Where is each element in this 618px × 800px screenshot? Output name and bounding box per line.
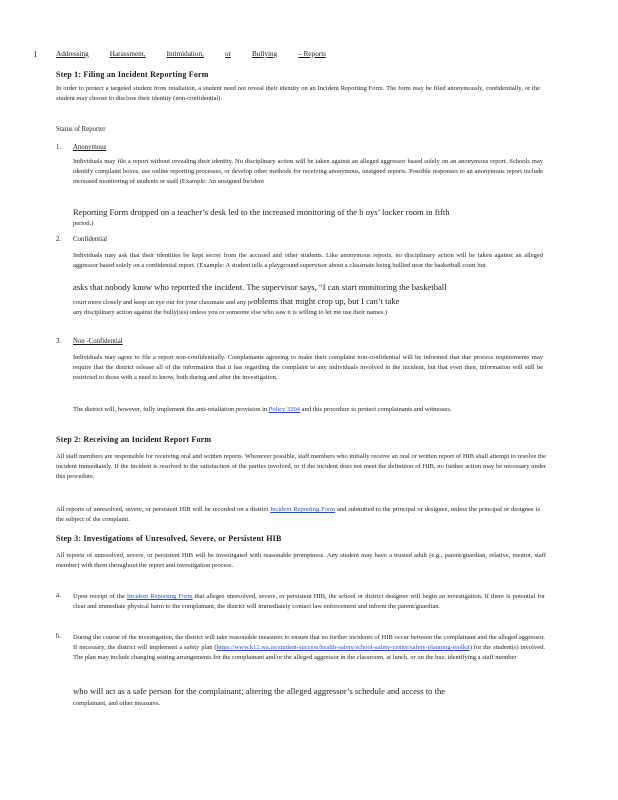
text-part: During the course of the investigation, the district will take reasonable measures to ensure that no further incidents of HIB occur between the complainant and the alleged aggressor. If necessary, the district will implement a safety plan (	[73, 634, 545, 651]
status-label: Status of Reporter	[56, 126, 106, 133]
heading-word: – Reports	[298, 50, 326, 58]
incident-form-link[interactable]: Incident Reporting Form	[126, 593, 193, 600]
incident-form-link[interactable]: Incident Reporting Form	[270, 506, 336, 513]
step2-heading: Step 2: Receiving an Incident Report Form	[56, 435, 212, 444]
anonymous-example-end: period.)	[73, 220, 94, 227]
text-part: The district will, however, fully implement the anti-retaliation provision in	[73, 406, 268, 413]
text-part: All reports of unresolved, severe, or persistent HIB will be recorded on a district	[56, 506, 269, 513]
text-part: that alleges unresolved, severe, or persistent HIB, the school or district designee will begin an investigation. If there is potential for clear and immediate physical harm to the complainant, the district will immediately contact law enforcement and inform the parent/guardian.	[73, 593, 546, 610]
text-part: ) for the student(s) involved. The plan may include changing seating arrangements for the complainant and/or the alleged aggressor in the classroom, at lunch, or on the bus; identifying a staff member	[73, 644, 545, 661]
policy-3204-link[interactable]: Policy 3204	[268, 406, 301, 413]
confidential-quote: asks that nobody know who reported the incident. The supervisor says, “I can start monitoring the basketball	[73, 282, 447, 292]
heading-word: or	[224, 50, 231, 58]
item-number: 2.	[56, 236, 62, 243]
anonymous-example: Reporting Form dropped on a teacher’s desk led to the increased monitoring of the b oys’ locker room in fifth	[73, 207, 450, 217]
step3-paragraph: All reports of unresolved, severe, or persistent HIB will be investigated with reasonable promptness. Any student may have a trusted adult (e.g., parent/guardian, relative, mentor, staff member) with them throughout the report and investigation process.	[56, 552, 546, 569]
step3-item-b	[73, 633, 545, 663]
item-title-nonconfidential: Non -Confidential	[73, 338, 123, 345]
item-letter: b.	[56, 633, 62, 640]
step2-paragraph: All staff members are responsible for receiving oral and written reports. Whenever possible, staff members who initially receive an oral or written report of HIB shall attempt to resolve the incident immediately. If the incident is resolved to the satisfaction of the parties involved, or if the incident does not meet the definition of HIB, no further action may be necessary under this procedure.	[56, 453, 546, 480]
step3-heading: Step 3: Investigations of Unresolved, Severe, or Persistent HIB	[56, 534, 282, 543]
section-number: I	[34, 50, 37, 59]
step3-item-b-end: complainant, and other measures.	[73, 700, 161, 707]
safety-plan-link[interactable]: https://www.k12.wa.us/student-success/health-safety/school-safety-center/safety-planning-toolkit	[216, 644, 470, 651]
heading-word: Intimidation,	[166, 50, 204, 58]
nonconfidential-text: Individuals may agree to file a report non-confidentially. Complainants agreeing to make their complaint non-confidential will be informed that due process requirements may require that the district release all of the information that it has regarding the complaint to any individuals involved in the incident, but that even then, information will still be restricted to those with a need to know, both during and after the investigation.	[73, 354, 543, 381]
item-title-confidential: Confidential	[73, 236, 107, 243]
quote-part: oblems that might crop up, but I can’t take	[253, 296, 400, 306]
confidential-text-end: any disciplinary action against the bully(ies) unless you or someone else who saw it is willing to let me use their names.)	[73, 309, 388, 316]
nonconfidential-retaliation	[73, 405, 513, 415]
section-heading	[56, 50, 326, 58]
heading-word: Addressing	[56, 50, 89, 58]
item-title-anonymous: Anonymous	[73, 144, 107, 151]
item-letter: a.	[56, 592, 61, 599]
step1-intro: In order to protect a targeted student from retaliation, a student need not reveal their identity on an Incident Reporting Form. The form may be filed anonymously, confidentially, or the student may choose to disclose their identity (non-confidential).	[56, 85, 540, 102]
step3-item-a	[73, 592, 545, 612]
item-number: 1.	[56, 144, 62, 151]
text-part: and this procedure to protect complainants and witnesses.	[301, 406, 452, 413]
step1-heading: Step 1: Filing an Incident Reporting Form	[56, 70, 209, 79]
heading-word: Harassment,	[109, 50, 146, 58]
anonymous-text: Individuals may file a report without revealing their identity. No disciplinary action will be taken against an alleged aggressor based solely on an anonymous report. Schools may identify complaint boxes, use online reporting processes, or develop other methods for receiving anonymous, unsigned reports. Possible responses to an anonymous report include increased monitoring of students or staff (Example: An unsigned Incident	[73, 158, 543, 185]
confidential-text: Individuals may ask that their identities be kept secret from the accused and other students. Like anonymous reports, no disciplinary action will be taken against an alleged aggressor based solely on a confidential report. (Example: A student tells a playground supervisor about a classmate being bullied near the basketball court but	[73, 252, 543, 269]
step3-item-b-cont: who will act as a safe person for the complainant; altering the alleged aggressor’s schedule and access to the	[73, 686, 446, 696]
step2-recording	[56, 505, 540, 525]
confidential-quote-cont	[73, 296, 548, 308]
heading-word: Bullying	[252, 50, 278, 58]
text-part: and submitted to the principal or designee, unless the principal or designee is the subject of the complaint.	[56, 506, 540, 523]
quote-part: court more closely and keep an eye out for your classmate and any pr	[73, 299, 254, 306]
text-part: Upon receipt of the	[73, 593, 125, 600]
item-number: 3.	[56, 338, 62, 345]
